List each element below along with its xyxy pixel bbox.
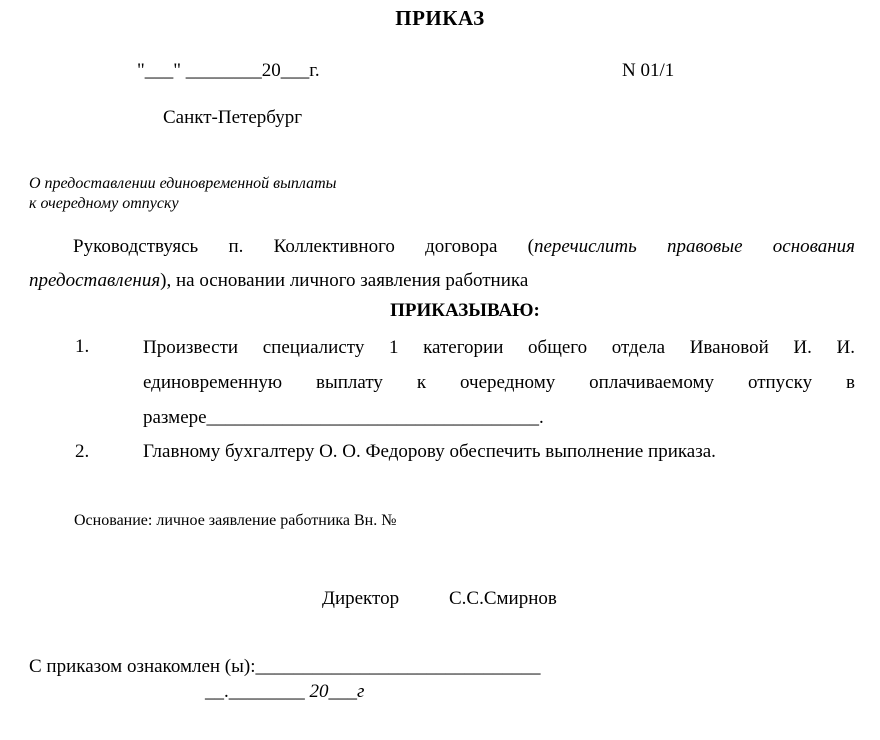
order-heading: ПРИКАЗЫВАЮ: [390, 300, 540, 321]
item-1-line-3: размере___________________________________. [143, 407, 544, 428]
item-2-text [143, 434, 855, 469]
document-title: ПРИКАЗ [395, 6, 485, 30]
preamble-line-2 [29, 264, 855, 298]
director-name: С.С.Смирнов [449, 588, 557, 609]
basis-note: Основание: личное заявление работника Вн. № [74, 512, 397, 529]
subject-line-2: к очередному отпуску [29, 195, 179, 212]
item-1-line-1: Произвести специалисту 1 категории общего отдела Ивановой И. И. [143, 337, 855, 358]
preamble-italic-2: предоставления [29, 270, 161, 291]
item-1-number: 1. [75, 336, 90, 357]
order-subject [29, 174, 336, 214]
preamble-text-1: Руководствуясь п. Коллективного договора ( [73, 236, 534, 257]
director-title: Директор [322, 588, 400, 609]
item-2-line-1: Главному бухгалтеру О. О. Федорову обеспечить выполнение приказа. [143, 441, 716, 462]
order-number: N 01/1 [622, 60, 675, 81]
ack-date-year: 20___г [309, 681, 365, 702]
acknowledgement-line: С приказом ознакомлен (ы):______________________________ [29, 656, 541, 677]
preamble-text-2: ), на основании личного заявления работника [160, 270, 529, 291]
acknowledgement-date [205, 681, 364, 703]
item-2-number: 2. [75, 441, 90, 462]
item-1-line-2: единовременную выплату к очередному оплачиваемому отпуску в [143, 372, 855, 393]
preamble-line-1 [29, 230, 855, 264]
preamble-italic-1: перечислить правовые основания [533, 236, 855, 257]
item-1-text [143, 330, 855, 435]
city: Санкт-Петербург [163, 107, 303, 128]
subject-line-1: О предоставлении единовременной выплаты [29, 175, 337, 192]
order-date-line: "___" ________20___г. [137, 60, 320, 81]
preamble [29, 230, 855, 298]
ack-date-prefix: __.________ [205, 681, 305, 702]
